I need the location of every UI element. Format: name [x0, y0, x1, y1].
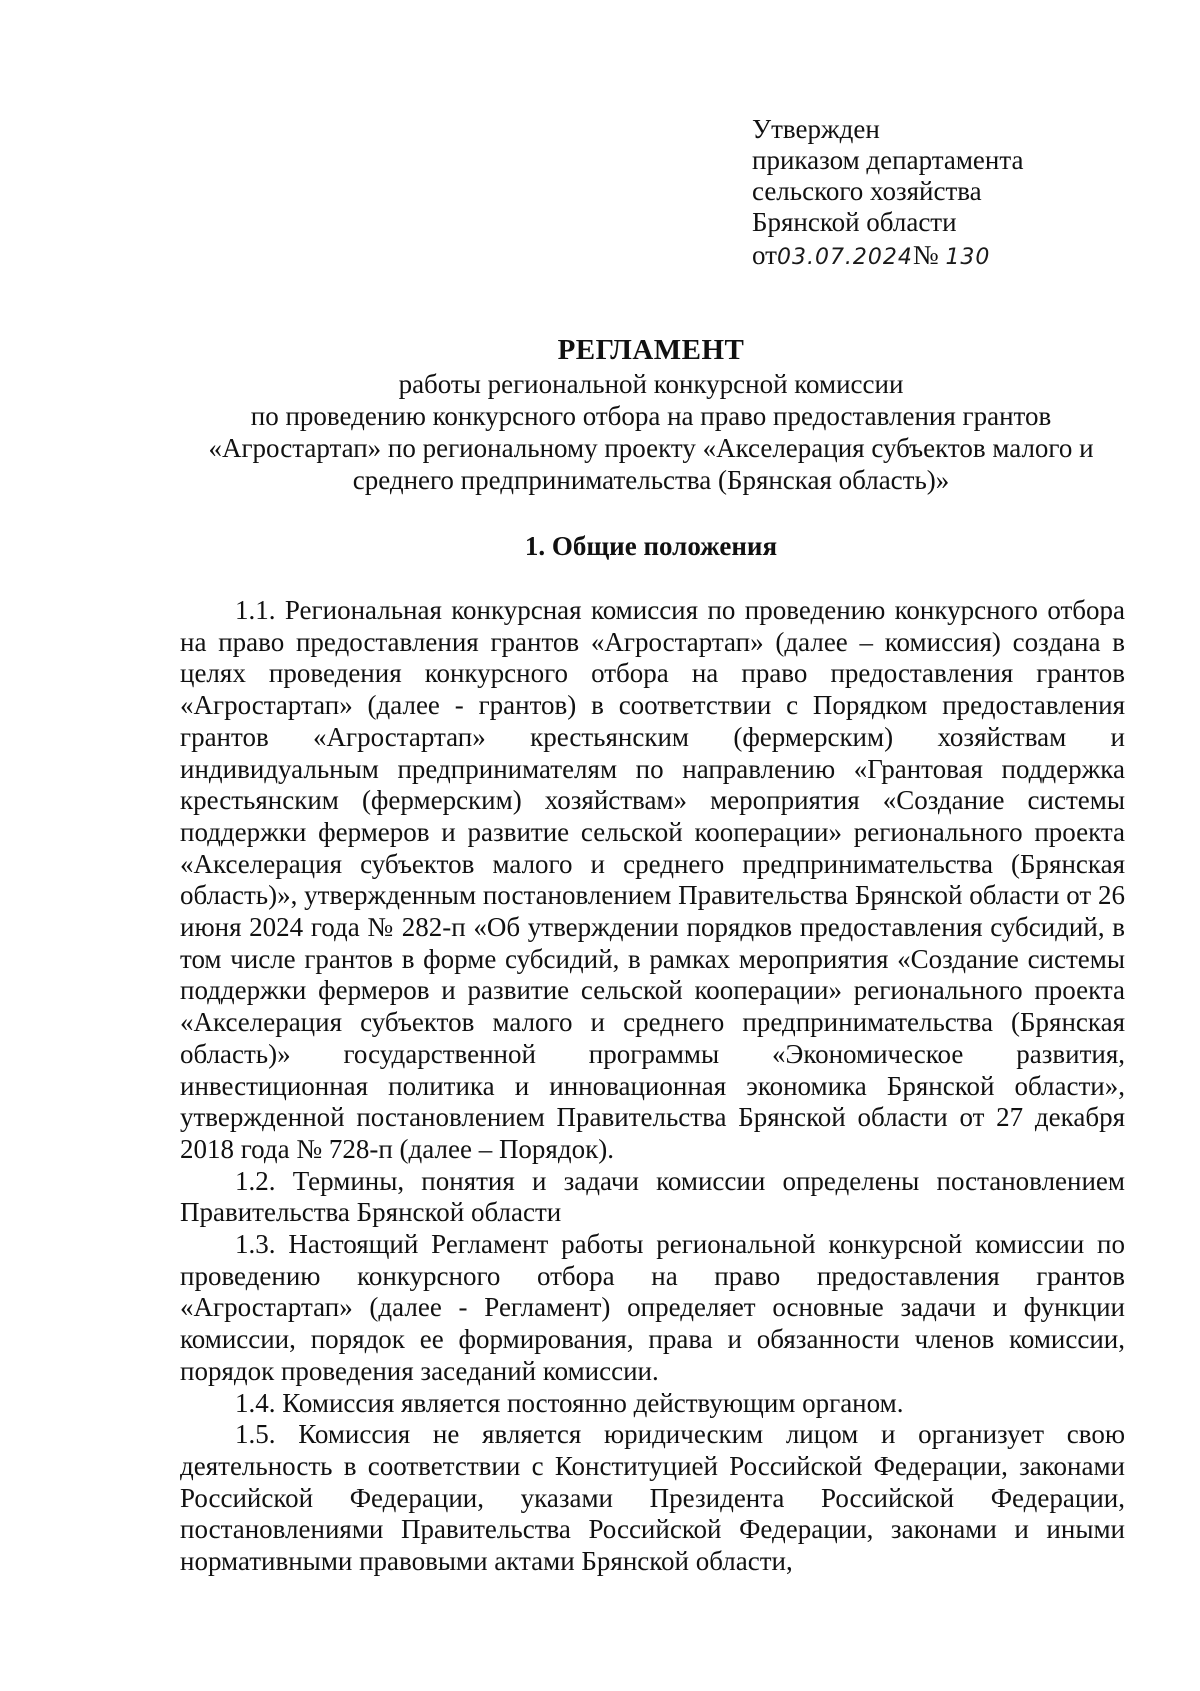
paragraph-1-4: 1.4. Комиссия является постоянно действующим органом.	[235, 1387, 904, 1418]
subtitle-line: среднего предпринимательства (Брянская область)»	[352, 465, 950, 495]
approval-line-approved: Утвержден	[752, 114, 880, 144]
approval-line-department: сельского хозяйства	[752, 176, 982, 206]
paragraph-1-2: 1.2. Термины, понятия и задачи комиссии определены постановлением Правительства Брянской области	[180, 1165, 1125, 1228]
approval-line-order: приказом департамента	[752, 145, 1024, 175]
paragraph-1-3: 1.3. Настоящий Регламент работы региональной конкурсной комиссии по проведению конкурсного отбора на право предоставления грантов «Агростартап» (далее - Регламент) определяет основные задачи и функции комиссии, порядок ее формирования, права и обязанности членов комиссии, порядок проведения заседаний комиссии.	[180, 1229, 1125, 1386]
approval-handwritten-date: 03.07.2024	[776, 245, 913, 270]
document-title-block	[160, 334, 1142, 496]
paragraph-1-5: 1.5. Комиссия не является юридическим лицом и организует свою деятельность в соответствии с Конституцией Российской Федерации, законами Российской Федерации, указами Президента Российской Федерации, постановлениями Правительства Российской Федерации, законами и иными нормативными правовыми актами Брянской области,	[180, 1419, 1125, 1577]
approval-line-region: Брянской области	[752, 207, 957, 237]
document-title: РЕГЛАМЕНТ	[557, 334, 745, 366]
approval-stamp-block	[752, 114, 1172, 273]
subtitle-line: по проведению конкурсного отбора на право предоставления грантов	[250, 401, 1052, 431]
document-subtitle	[160, 368, 1142, 496]
subtitle-line: «Агростартап» по региональному проекту «Акселерация субъектов малого и	[208, 433, 1094, 463]
approval-number-prefix: №	[912, 240, 939, 270]
document-body	[180, 595, 1125, 1578]
approval-date-prefix: от	[752, 240, 777, 270]
paragraph-1-1: 1.1. Региональная конкурсная комиссия по проведению конкурсного отбора на право предоставления грантов «Агростартап» (далее – комиссия) создана в целях проведения конкурсного отбора на право предоставления грантов «Агростартап» (далее - грантов) в соответствии с Порядком предоставления грантов «Агростартап» крестьянским (фермерским) хозяйствам и индивидуальным предпринимателям по направлению «Грантовая поддержка крестьянским (фермерским) хозяйствам» мероприятия «Создание системы поддержки фермеров и развитие сельской кооперации» регионального проекта «Акселерация субъектов малого и среднего предпринимательства (Брянская область)», утвержденным постановлением Правительства Брянской области от 26 июня 2024 года № 282-п «Об утверждении порядков предоставления субсидий, в том числе грантов в форме субсидий, в рамках мероприятия «Создание системы поддержки фермеров и развитие сельской кооперации» регионального проекта «Акселерация субъектов малого и среднего предпринимательства (Брянская область)» государственной программы «Экономическое развития, инвестиционная политика и инновационная экономика Брянской области», утвержденной постановлением Правительства Брянской области от 27 декабря 2018 года № 728-п (далее – Порядок).	[180, 595, 1125, 1164]
section-heading-general: 1. Общие положения	[524, 531, 778, 561]
subtitle-line: работы региональной конкурсной комиссии	[398, 369, 904, 399]
approval-date-number-line	[752, 240, 1172, 273]
approval-handwritten-number: 130	[945, 245, 991, 270]
